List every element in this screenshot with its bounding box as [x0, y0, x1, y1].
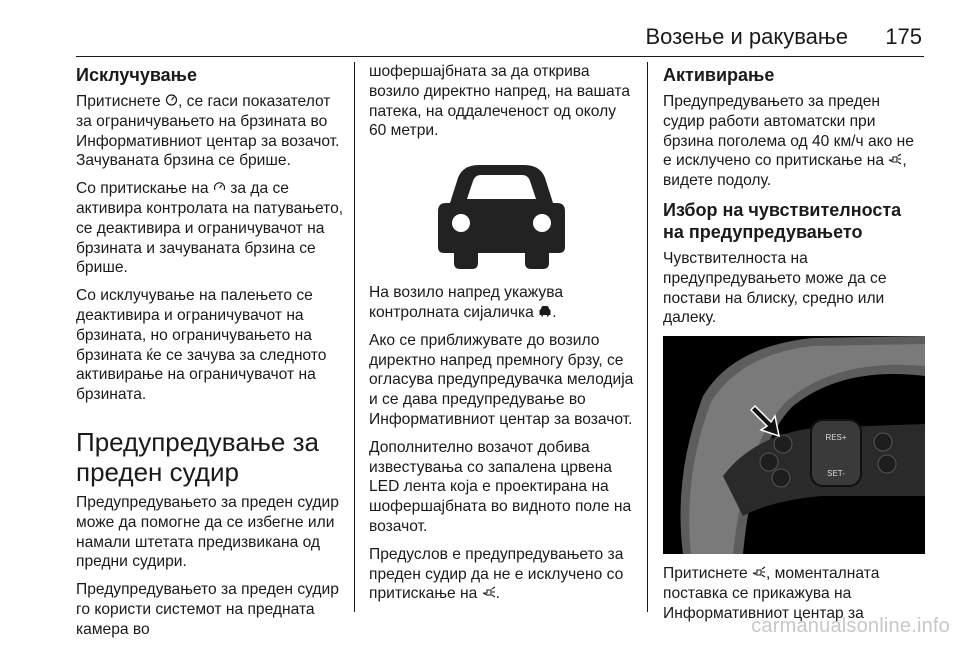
column-3: [663, 62, 925, 632]
paragraph: Чувствителноста на предупредувањето може да се постави на блиску, средно или далеку.: [663, 249, 887, 327]
text: , моменталната поставка се прикажува на Информативниот центар за: [663, 565, 880, 622]
wheel-set-label: SET-: [827, 469, 845, 479]
wheel-res-label: RES+: [825, 433, 847, 443]
collision-alert-icon: [482, 584, 496, 604]
vehicle-ahead-figure: [369, 151, 634, 271]
text: , се гаси показателот за ограничувањето на брзината во Информативниот центар за возачот. Зачуваната брзина се брише.: [76, 93, 340, 170]
column-2: [369, 62, 634, 612]
watermark: carmanualsonline.info: [751, 615, 950, 637]
text: .: [552, 303, 557, 321]
section-title: Возење и ракување: [645, 24, 848, 49]
vehicle-ahead-icon: [438, 165, 565, 269]
text: .: [495, 585, 500, 603]
page-number: 175: [885, 24, 922, 49]
paragraph: Ако се приближувате до возило директно напред премногу брзу, се огласува предупредувачка мелодија и се дава предупредување во Информативниот центар за возачот.: [369, 331, 634, 428]
paragraph: [369, 283, 634, 323]
paragraph: [76, 92, 344, 171]
paragraph: Предупредувањето за преден судир може да помогне да се избегне или намали штетата предизвикана од предни судири.: [76, 493, 339, 571]
text: за да се активира контролата на патувањето, се деактивира и ограничувачот на брзината и зачуваната брзина се брише.: [76, 180, 344, 277]
page-header: [0, 0, 960, 60]
collision-alert-icon: [752, 564, 766, 584]
heading-main: Предупредување за преден судир: [76, 426, 319, 487]
text: Предупредувањето за преден судир работи автоматски при брзина поголема од 40 км/ч ако не е исклучено со притискање на: [663, 93, 914, 170]
paragraph: [663, 92, 925, 191]
paragraph: шофершајбната за да открива возило директно напред, на вашата патека, на оддалеченост од околу 60 метри.: [369, 63, 631, 140]
speed-limiter-icon: [165, 92, 178, 112]
steering-wheel-figure: [663, 336, 925, 554]
paragraph: Дополнително возачот добива известувања со запалена црвена LED лента која е проектирана на шофершајбната во видното поле на возачот.: [369, 438, 632, 535]
text: , видете подолу.: [663, 152, 907, 190]
column-divider: [354, 62, 355, 612]
text: Со притискање на: [76, 180, 213, 198]
text: Предуслов е предупредувањето за преден судир да не е исклучено со притискање на: [369, 545, 624, 603]
text: Притиснете: [76, 93, 165, 110]
heading-activation: Активирање: [663, 65, 775, 85]
header-rule: [76, 56, 924, 57]
text: Притиснете: [663, 565, 752, 583]
text: На возило напред укажува контролната сијаличка: [369, 284, 563, 321]
paragraph: [369, 545, 634, 604]
heading-sensitivity: Избор на чувствителноста на предупредувањето: [663, 199, 902, 242]
paragraph: [76, 179, 344, 278]
heading-disable: Исклучување: [76, 65, 198, 85]
vehicle-ahead-icon: [538, 303, 552, 323]
column-divider: [647, 62, 648, 612]
collision-alert-icon: [888, 151, 902, 171]
cruise-control-icon: [213, 179, 226, 199]
paragraph: Предупредувањето за преден судир го користи системот на предната камера во: [76, 581, 339, 638]
paragraph: Со исклучување на палењето се деактивира и ограничувачот на брзината, но ограничувањето на брзината ќе се зачува за следното активирање на ограничувачот на брзината.: [76, 287, 327, 404]
column-1: [76, 62, 344, 648]
